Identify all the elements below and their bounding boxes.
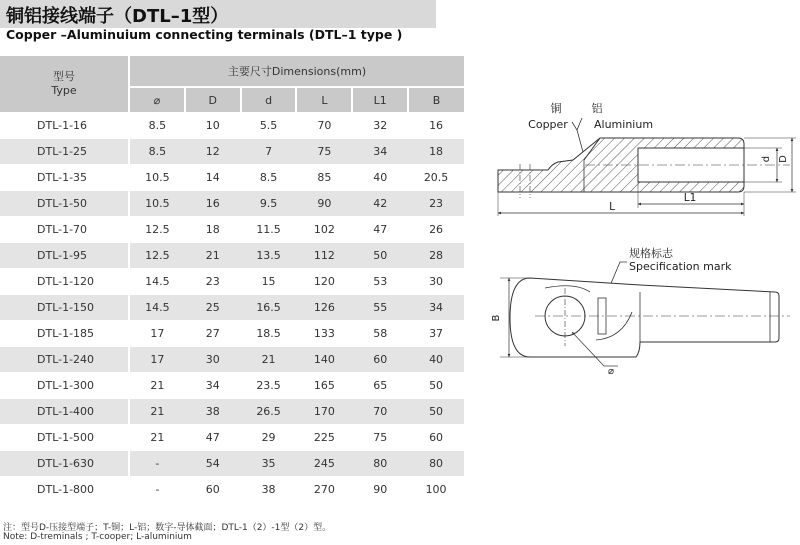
value-cell: 18 (185, 217, 241, 243)
column-header: D (185, 87, 241, 113)
value-cell: 9.5 (241, 191, 297, 217)
value-cell: 85 (296, 165, 352, 191)
value-cell: 42 (352, 191, 408, 217)
note-chinese: 注：型号D-压接型端子；T-铜；L-铝；数字-导体截面；DTL-1（2）-1型（2）型。 (3, 523, 332, 533)
value-cell: 34 (185, 373, 241, 399)
value-cell: 20.5 (408, 165, 464, 191)
dim-d-label: d (761, 155, 772, 163)
value-cell: 26.5 (241, 399, 297, 425)
value-cell: 8.5 (129, 139, 185, 165)
type-cell: DTL-1-630 (0, 451, 129, 477)
type-cell: DTL-1-300 (0, 373, 129, 399)
value-cell: 30 (408, 269, 464, 295)
type-cell: DTL-1-150 (0, 295, 129, 321)
type-cell: DTL-1-800 (0, 477, 129, 503)
value-cell: 80 (352, 451, 408, 477)
copper-label-en: Copper (528, 118, 568, 131)
type-cell: DTL-1-35 (0, 165, 129, 191)
value-cell: 50 (408, 373, 464, 399)
type-header-en: Type (51, 84, 77, 97)
value-cell: 225 (296, 425, 352, 451)
column-header: L (296, 87, 352, 113)
value-cell: 60 (352, 347, 408, 373)
type-cell: DTL-1-70 (0, 217, 129, 243)
value-cell: 102 (296, 217, 352, 243)
dim-phi-label: ⌀ (608, 366, 615, 377)
type-cell: DTL-1-120 (0, 269, 129, 295)
spec-mark-label-cn: 规格标志 (629, 247, 673, 260)
value-cell: 14.5 (129, 295, 185, 321)
value-cell: 13.5 (241, 243, 297, 269)
value-cell: 90 (296, 191, 352, 217)
value-cell: 55 (352, 295, 408, 321)
type-cell: DTL-1-185 (0, 321, 129, 347)
value-cell: 21 (129, 425, 185, 451)
value-cell: 7 (241, 139, 297, 165)
value-cell: 90 (352, 477, 408, 503)
value-cell: 28 (408, 243, 464, 269)
value-cell: - (129, 451, 185, 477)
value-cell: 50 (352, 243, 408, 269)
value-cell: 54 (185, 451, 241, 477)
value-cell: 47 (352, 217, 408, 243)
value-cell: 30 (185, 347, 241, 373)
aluminium-label-en: Aluminium (594, 118, 654, 131)
dim-L-label: L (609, 201, 615, 213)
value-cell: 18.5 (241, 321, 297, 347)
value-cell: 70 (352, 399, 408, 425)
value-cell: 165 (296, 373, 352, 399)
value-cell: 140 (296, 347, 352, 373)
value-cell: - (129, 477, 185, 503)
value-cell: 60 (185, 477, 241, 503)
value-cell: 34 (408, 295, 464, 321)
value-cell: 75 (296, 139, 352, 165)
value-cell: 23 (408, 191, 464, 217)
value-cell: 14 (185, 165, 241, 191)
title-english: Copper –Aluminuium connecting terminals (DTL–1 type ) (6, 27, 403, 42)
value-cell: 12.5 (129, 243, 185, 269)
value-cell: 12.5 (129, 217, 185, 243)
spec-mark-label-en: Specification mark (629, 260, 732, 273)
value-cell: 60 (408, 425, 464, 451)
value-cell: 50 (408, 399, 464, 425)
value-cell: 40 (352, 165, 408, 191)
copper-label-cn: 铜 (550, 102, 562, 115)
value-cell: 18 (408, 139, 464, 165)
value-cell: 37 (408, 321, 464, 347)
value-cell: 21 (129, 373, 185, 399)
value-cell: 75 (352, 425, 408, 451)
value-cell: 32 (352, 113, 408, 139)
value-cell: 70 (296, 113, 352, 139)
dim-B-label: B (491, 314, 502, 322)
value-cell: 65 (352, 373, 408, 399)
value-cell: 5.5 (241, 113, 297, 139)
type-cell: DTL-1-500 (0, 425, 129, 451)
value-cell: 120 (296, 269, 352, 295)
value-cell: 12 (185, 139, 241, 165)
title-chinese: 铜铝接线端子（DTL–1型） (6, 6, 229, 27)
value-cell: 17 (129, 347, 185, 373)
value-cell: 11.5 (241, 217, 297, 243)
value-cell: 80 (408, 451, 464, 477)
value-cell: 23 (185, 269, 241, 295)
value-cell: 100 (408, 477, 464, 503)
value-cell: 10.5 (129, 191, 185, 217)
value-cell: 8.5 (129, 113, 185, 139)
value-cell: 17 (129, 321, 185, 347)
type-cell: DTL-1-50 (0, 191, 129, 217)
type-cell: DTL-1-95 (0, 243, 129, 269)
value-cell: 47 (185, 425, 241, 451)
column-header: L1 (352, 87, 408, 113)
value-cell: 29 (241, 425, 297, 451)
value-cell: 21 (185, 243, 241, 269)
value-cell: 35 (241, 451, 297, 477)
value-cell: 38 (185, 399, 241, 425)
label-leader (572, 118, 582, 130)
value-cell: 10 (185, 113, 241, 139)
column-header: ⌀ (129, 87, 185, 113)
value-cell: 112 (296, 243, 352, 269)
terminal-side-view (498, 138, 790, 198)
dimensions-header: 主要尺寸Dimensions(mm) (129, 56, 464, 87)
value-cell: 40 (408, 347, 464, 373)
value-cell: 170 (296, 399, 352, 425)
value-cell: 16 (408, 113, 464, 139)
value-cell: 133 (296, 321, 352, 347)
value-cell: 27 (185, 321, 241, 347)
type-header-cn: 型号 (53, 70, 75, 83)
value-cell: 21 (129, 399, 185, 425)
value-cell: 16.5 (241, 295, 297, 321)
value-cell: 10.5 (129, 165, 185, 191)
value-cell: 53 (352, 269, 408, 295)
terminal-top-view (510, 278, 790, 357)
value-cell: 14.5 (129, 269, 185, 295)
value-cell: 270 (296, 477, 352, 503)
value-cell: 245 (296, 451, 352, 477)
value-cell: 38 (241, 477, 297, 503)
value-cell: 26 (408, 217, 464, 243)
value-cell: 23.5 (241, 373, 297, 399)
value-cell: 21 (241, 347, 297, 373)
value-cell: 25 (185, 295, 241, 321)
column-header: B (408, 87, 464, 113)
value-cell: 15 (241, 269, 297, 295)
type-cell: DTL-1-240 (0, 347, 129, 373)
aluminium-label-cn: 铝 (591, 102, 603, 115)
dim-L1-label: L1 (683, 192, 697, 204)
column-header: d (241, 87, 297, 113)
type-cell: DTL-1-400 (0, 399, 129, 425)
type-cell: DTL-1-16 (0, 113, 129, 139)
type-cell: DTL-1-25 (0, 139, 129, 165)
dim-D-label: D (778, 155, 789, 163)
value-cell: 34 (352, 139, 408, 165)
joint-leader (577, 130, 583, 152)
value-cell: 58 (352, 321, 408, 347)
note-english: Note: D-treminals ; T-cooper; L-aluminium (3, 532, 192, 542)
value-cell: 126 (296, 295, 352, 321)
value-cell: 16 (185, 191, 241, 217)
value-cell: 8.5 (241, 165, 297, 191)
